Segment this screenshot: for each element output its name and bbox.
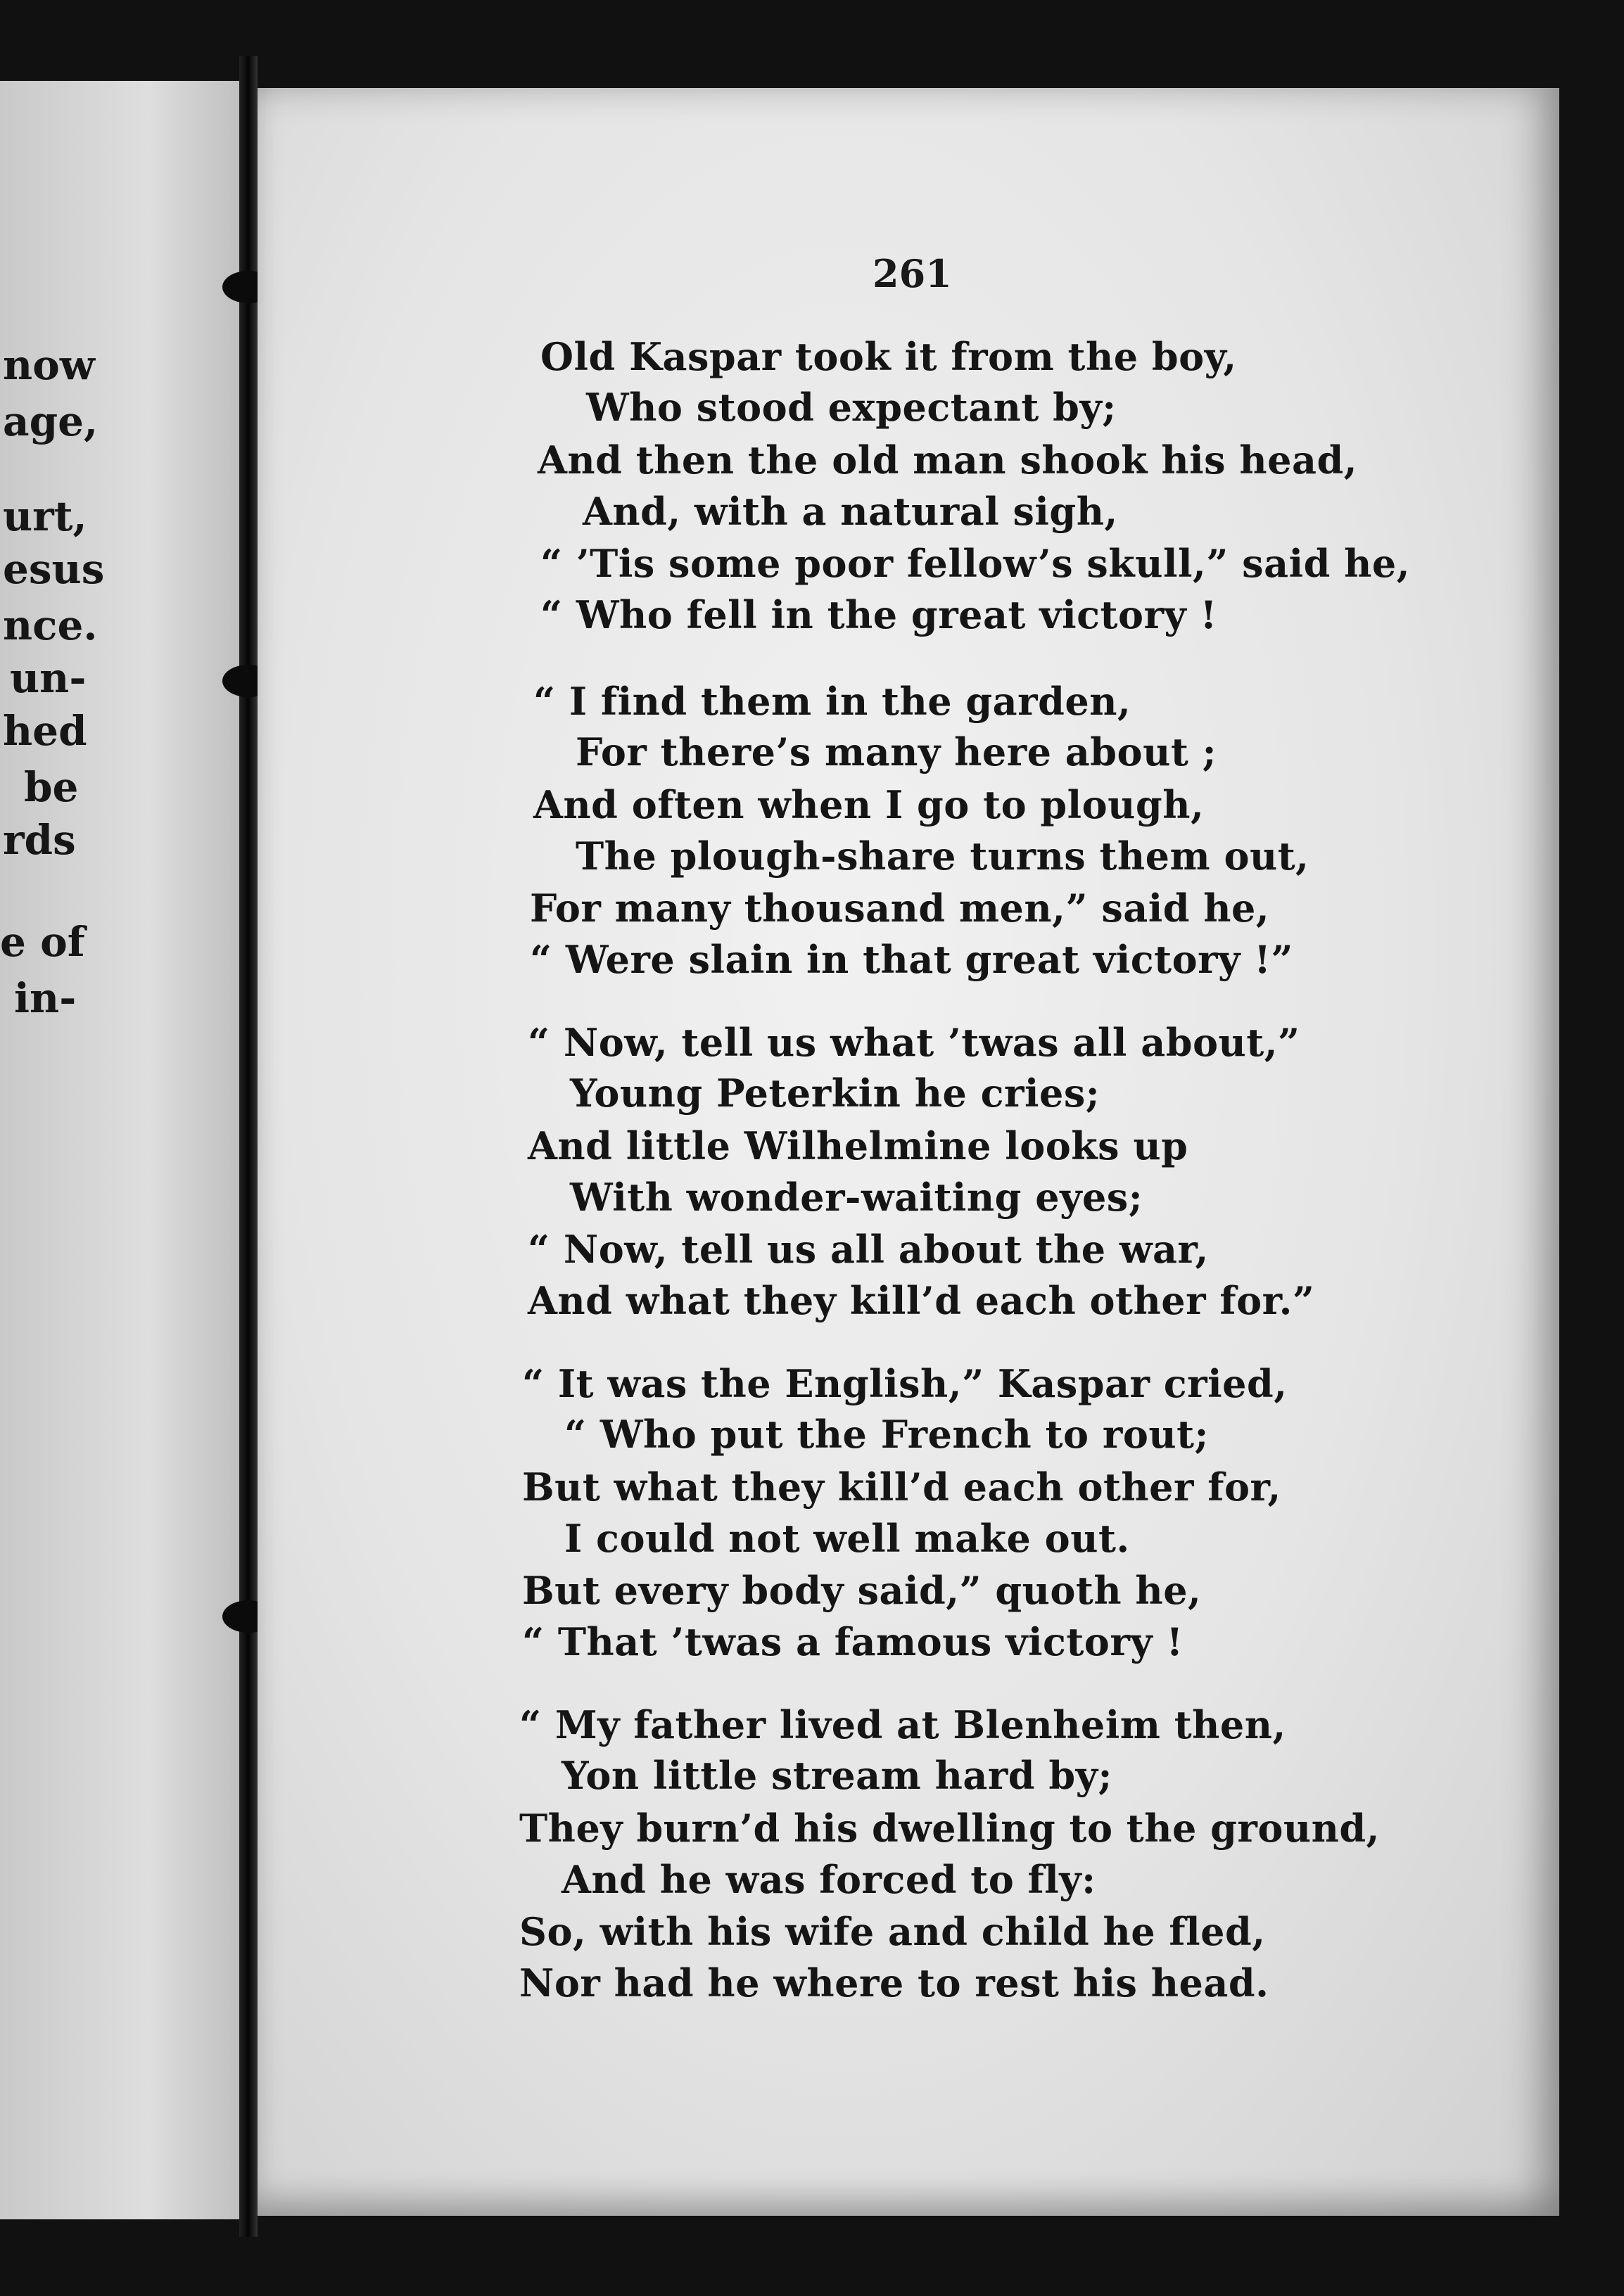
poem-line: They burn’d his dwelling to the ground, — [519, 1806, 1380, 1851]
poem-line: “ That ’twas a famous victory ! — [522, 1619, 1184, 1664]
poem-line: With wonder-waiting eyes; — [570, 1175, 1143, 1220]
poem-line: Yon little stream hard by; — [562, 1753, 1112, 1798]
book-binding — [239, 56, 258, 2237]
left-fragment: rds — [3, 816, 76, 864]
poem-line: “ Were slain in that great victory !” — [530, 937, 1293, 982]
facing-page-left — [0, 81, 248, 2219]
poem-line: “ Who put the French to rout; — [564, 1412, 1209, 1457]
poem-line: For many thousand men,” said he, — [530, 886, 1270, 931]
left-fragment: be — [24, 763, 79, 811]
left-fragment: e of — [0, 918, 85, 966]
poem-line: “ It was the English,” Kaspar cried, — [522, 1361, 1288, 1406]
poem-line: And, with a natural sigh, — [583, 489, 1118, 534]
poem-line: So, with his wife and child he fled, — [519, 1909, 1266, 1954]
left-fragment: un- — [10, 654, 87, 702]
poem-line: But every body said,” quoth he, — [522, 1568, 1202, 1613]
poem-line: I could not well make out. — [564, 1516, 1130, 1561]
poem-line: And little Wilhelmine looks up — [528, 1123, 1188, 1168]
poem-line: The plough-share turns them out, — [576, 834, 1309, 879]
poem-line: And he was forced to fly: — [562, 1857, 1096, 1902]
poem-line: And then the old man shook his head, — [538, 438, 1358, 483]
poem-line: “ ’Tis some poor fellow’s skull,” said he, — [540, 541, 1411, 586]
left-fragment: esus — [3, 545, 105, 593]
left-fragment: age, — [3, 397, 99, 445]
poem-line: “ My father lived at Blenheim then, — [519, 1702, 1286, 1747]
poem-line: And often when I go to plough, — [533, 782, 1205, 827]
poem-line: “ Who fell in the great victory ! — [540, 592, 1217, 637]
poem-line: But what they kill’d each other for, — [522, 1465, 1281, 1510]
left-fragment: nce. — [3, 601, 98, 649]
left-fragment: in- — [14, 974, 77, 1022]
poem-line: “ Now, tell us what ’twas all about,” — [528, 1020, 1300, 1065]
left-fragment: urt, — [3, 492, 87, 540]
page-number: 261 — [873, 251, 952, 296]
poem-line: “ I find them in the garden, — [533, 679, 1131, 724]
poem-line: Nor had he where to rest his head. — [519, 1960, 1269, 2005]
left-fragment: now — [3, 341, 95, 389]
poem-line: Young Peterkin he cries; — [570, 1071, 1100, 1116]
left-fragment: hed — [3, 707, 87, 755]
poem-line: “ Now, tell us all about the war, — [528, 1227, 1209, 1272]
poem-line: And what they kill’d each other for.” — [528, 1278, 1315, 1323]
poem-line: Old Kaspar took it from the boy, — [540, 334, 1237, 379]
poem-line: Who stood expectant by; — [586, 385, 1117, 430]
poem-line: For there’s many here about ; — [576, 729, 1217, 774]
